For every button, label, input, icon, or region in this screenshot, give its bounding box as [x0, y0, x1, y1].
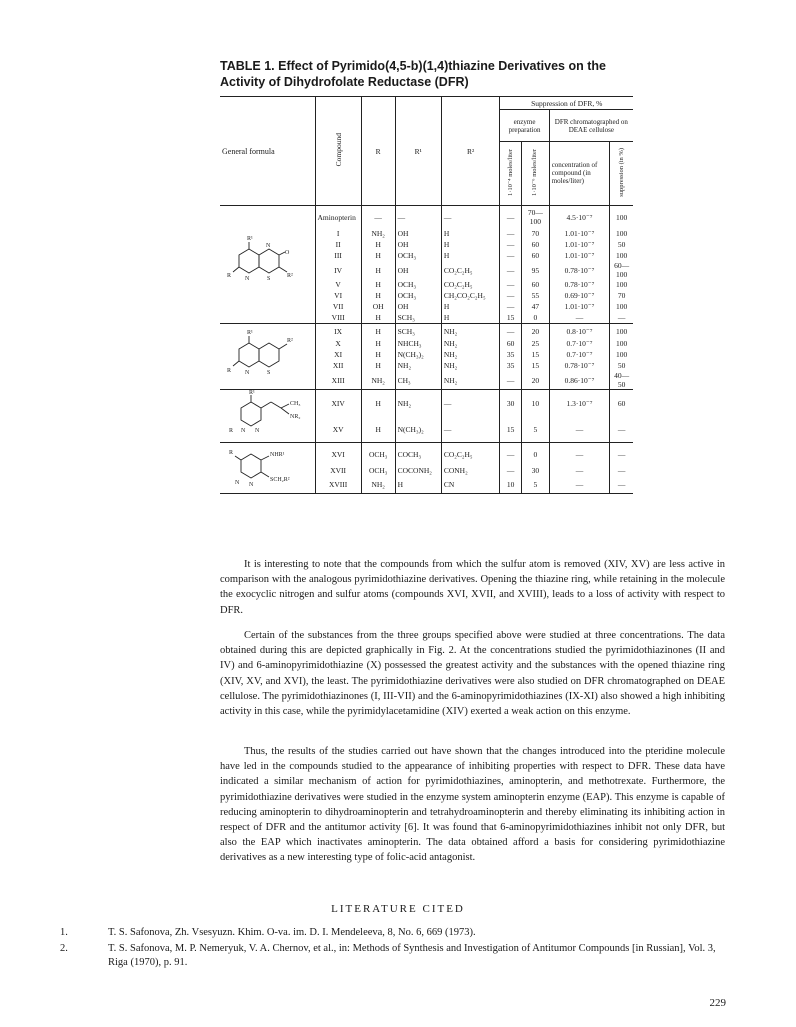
table-cell-e4: —: [500, 371, 522, 390]
table-cell-conc: 0.7·10⁻⁷: [549, 349, 610, 360]
table-cell-e6: 0: [521, 443, 549, 466]
svg-text:CH₃: CH₃: [290, 401, 301, 407]
table-cell-r2: NH₂: [441, 338, 500, 349]
table-cell-conc: 0.8·10⁻⁷: [549, 324, 610, 339]
svg-text:R²: R²: [287, 337, 294, 344]
table-cell-e6: 60: [521, 250, 549, 261]
paragraph-1: It is interesting to note that the compounds from which the sulfur atom is removed (XIV, XV) are less active in comparison with the analogous pyrimidothiazine derivatives. Opening the thiazine ring, while retaining in the molecule the exocyclic nitrogen and sulfur atoms (compounds XVI, XVII, and XVIII), leads to a loss of activity with respect to DFR.: [220, 559, 725, 616]
table-cell-conc: 1.01·10⁻⁷: [549, 228, 610, 239]
table-cell-supp: 100: [610, 228, 633, 239]
svg-text:NHR¹: NHR¹: [270, 452, 285, 458]
header-dfr-chrom: DFR chromatographed on DEAE cellulose: [549, 110, 633, 142]
table-cell-e6: 5: [521, 475, 549, 494]
table-cell-compound: VI: [315, 290, 361, 301]
svg-text:SCH₂R²: SCH₂R²: [270, 477, 290, 483]
table-cell-r: NH₂: [361, 371, 395, 390]
svg-text:N: N: [266, 242, 271, 249]
table-cell-conc: 0.78·10⁻⁷: [549, 261, 610, 279]
table-cell-r2: —: [441, 416, 500, 443]
table-cell-conc: 1.3·10⁻⁷: [549, 390, 610, 417]
table-cell-e4: —: [500, 250, 522, 261]
table-cell-r2: CONH₂: [441, 465, 500, 475]
table-cell-r2: —: [441, 390, 500, 417]
svg-text:R: R: [229, 450, 234, 456]
table-cell-r: H: [361, 279, 395, 290]
table-cell-compound: XII: [315, 360, 361, 371]
table-cell-e4: —: [500, 228, 522, 239]
table-cell-e4: 35: [500, 360, 522, 371]
table-cell-e6: 15: [521, 349, 549, 360]
literature-heading: LITERATURE CITED: [331, 903, 465, 915]
table-row: [220, 324, 633, 339]
table-cell-r: NH₂: [361, 228, 395, 239]
aminopyrimidothiazine-structure-icon: [220, 324, 315, 390]
table-cell-e4: —: [500, 301, 522, 312]
table-cell-compound: I: [315, 228, 361, 239]
table-cell-compound: XIV: [315, 390, 361, 417]
paragraph-2: Certain of the substances from the three groups specified above were studied at three concentrations. The data obtained during this are depicted graphically in Fig. 2. At the concentrations studied the pyrimidothiazinones (II and IV) and 6-aminopyrimidothiazine (X) possessed the greatest activity and the substances with the opened thiazine ring (XIV, XV, and XVI), the least. The pyrimidothiazine derivatives were also studied on DFR chromatographed on DEAE cellulose. The pyrimidothiazinones (I, III-VII) and the 6-aminopyrimidothiazines (IX-XI) also showed a high inhibiting activity in this case, while the pyrimidylacetamidine (XIV) exerted a weak action on this enzyme.: [220, 630, 725, 718]
table-cell-r2: CO₂C₂H₅: [441, 279, 500, 290]
table-cell-r: H: [361, 324, 395, 339]
table-cell-r: H: [361, 239, 395, 250]
table-cell-supp: 100: [610, 250, 633, 261]
table-cell-e6: 95: [521, 261, 549, 279]
svg-text:N: N: [235, 480, 240, 486]
table-cell-r: H: [361, 349, 395, 360]
table-cell-compound: IX: [315, 324, 361, 339]
table-cell-r1: OH: [395, 228, 441, 239]
table-cell-compound: II: [315, 239, 361, 250]
table-cell-conc: —: [549, 465, 610, 475]
svg-text:R¹: R¹: [249, 390, 256, 396]
table-cell-conc: 1.01·10⁻⁷: [549, 301, 610, 312]
table-cell-r1: COCONH₂: [395, 465, 441, 475]
table-cell-r2: H: [441, 228, 500, 239]
svg-text:R¹: R¹: [247, 235, 254, 242]
table-cell-conc: —: [549, 443, 610, 466]
svg-text:O: O: [285, 249, 290, 256]
table-cell-supp: 50: [610, 360, 633, 371]
table-cell-r1: NH₂: [395, 390, 441, 417]
table-cell-e4: 10: [500, 475, 522, 494]
table-cell-e6: 30: [521, 465, 549, 475]
table-cell-r2: H: [441, 250, 500, 261]
header-r1: R¹: [395, 97, 441, 206]
table-cell-r2: CH₂CO₂C₂H₅: [441, 290, 500, 301]
table-row: [220, 206, 633, 229]
header-conc-e4: 1·10⁻⁴ moles/liter: [500, 141, 522, 205]
svg-text:R: R: [227, 272, 232, 279]
table-cell-e6: 0: [521, 312, 549, 324]
table-cell-e6: 5: [521, 416, 549, 443]
table-cell-e4: —: [500, 324, 522, 339]
header-r: R: [361, 97, 395, 206]
table-cell-compound: V: [315, 279, 361, 290]
table-cell-supp: 50: [610, 239, 633, 250]
table-cell-compound: Aminopterin: [315, 206, 361, 229]
svg-text:S: S: [267, 369, 271, 376]
svg-text:N: N: [241, 428, 246, 434]
table-cell-conc: 0.86·10⁻⁷: [549, 371, 610, 390]
header-compound: Compound: [315, 97, 361, 206]
header-r2: R²: [441, 97, 500, 206]
table-cell-r2: H: [441, 312, 500, 324]
table-cell-conc: 0.7·10⁻⁷: [549, 338, 610, 349]
table-cell-compound: IV: [315, 261, 361, 279]
header-conc-compound: concentration of compound (in moles/liter): [549, 141, 610, 205]
table-cell-r: H: [361, 290, 395, 301]
table-cell-supp: 100: [610, 324, 633, 339]
table-cell-conc: 4.5·10⁻⁷: [549, 206, 610, 229]
table-cell-supp: —: [610, 465, 633, 475]
table-cell-r1: OH: [395, 261, 441, 279]
table-cell-e4: 60: [500, 338, 522, 349]
results-table: [220, 96, 633, 494]
table-cell-compound: X: [315, 338, 361, 349]
table-cell-r1: —: [395, 206, 441, 229]
table-cell-e4: —: [500, 290, 522, 301]
svg-text:R: R: [227, 367, 232, 374]
svg-text:N: N: [245, 275, 250, 282]
table-cell-r1: OH: [395, 301, 441, 312]
table-cell-compound: XI: [315, 349, 361, 360]
svg-text:R¹: R¹: [247, 329, 254, 336]
table-cell-e4: —: [500, 239, 522, 250]
table-cell-e4: —: [500, 443, 522, 466]
svg-text:N: N: [249, 482, 254, 488]
table-cell-e6: 60: [521, 279, 549, 290]
table-cell-r: —: [361, 206, 395, 229]
table-cell-conc: 0.69·10⁻⁷: [549, 290, 610, 301]
table-cell-supp: 100: [610, 279, 633, 290]
table-cell-r: OH: [361, 301, 395, 312]
table-cell-r: H: [361, 261, 395, 279]
reference-2: 2. T. S. Safonova, M. P. Nemeryuk, V. A. Chernov, et al., in: Methods of Synthesis and Investigation of Antitumor Compounds [in Russian], Vol. 3, Riga (1970), p. 91.: [60, 943, 716, 968]
table-cell-e6: 47: [521, 301, 549, 312]
table-cell-compound: XVII: [315, 465, 361, 475]
table-cell-compound: VII: [315, 301, 361, 312]
svg-text:N: N: [245, 369, 250, 376]
header-enzyme-prep: enzyme preparation: [500, 110, 549, 142]
svg-text:N: N: [255, 428, 260, 434]
table-cell-r: NH₂: [361, 475, 395, 494]
header-general-formula: General formula: [220, 97, 315, 206]
table-cell-r: H: [361, 312, 395, 324]
table-cell-e6: 70—100: [521, 206, 549, 229]
table-cell-r2: CO₂C₂H₅: [441, 261, 500, 279]
table-cell-r1: OCH₃: [395, 290, 441, 301]
table-cell-r2: H: [441, 239, 500, 250]
table-cell-supp: 100: [610, 338, 633, 349]
table-cell-r2: CO₂C₂H₅: [441, 443, 500, 466]
table-cell-e4: 15: [500, 416, 522, 443]
table-cell-compound: XVIII: [315, 475, 361, 494]
table-cell-r1: OCH₃: [395, 279, 441, 290]
table-cell-r1: OH: [395, 239, 441, 250]
table-cell-e4: 15: [500, 312, 522, 324]
table-cell-supp: —: [610, 416, 633, 443]
table-cell-r2: H: [441, 301, 500, 312]
table-cell-e6: 60: [521, 239, 549, 250]
table-cell-r: H: [361, 390, 395, 417]
table-cell-r1: N(CH₃)₂: [395, 416, 441, 443]
table-cell-r1: COCH₃: [395, 443, 441, 466]
svg-text:NR₂: NR₂: [290, 414, 301, 420]
table-cell-conc: 0.78·10⁻⁷: [549, 279, 610, 290]
svg-text:R²: R²: [287, 272, 294, 279]
table-cell-r2: NH₂: [441, 360, 500, 371]
header-conc-e6: 1·10⁻⁶ moles/liter: [521, 141, 549, 205]
table-cell-r: H: [361, 338, 395, 349]
open-ring-pyrimidine-structure-icon: [220, 443, 315, 494]
table-cell-supp: —: [610, 312, 633, 324]
table-cell-e4: —: [500, 261, 522, 279]
table-cell-conc: —: [549, 416, 610, 443]
table-cell-e4: 30: [500, 390, 522, 417]
table-cell-r1: NHCH₃: [395, 338, 441, 349]
table-cell-compound: XIII: [315, 371, 361, 390]
table-cell-r1: SCH₃: [395, 324, 441, 339]
table-cell-e6: 20: [521, 371, 549, 390]
table-cell-supp: 70: [610, 290, 633, 301]
table-cell-r: OCH₃: [361, 443, 395, 466]
table-cell-supp: —: [610, 443, 633, 466]
table-cell-supp: 60: [610, 390, 633, 417]
table-cell-supp: —: [610, 475, 633, 494]
table-cell-r2: CN: [441, 475, 500, 494]
table-cell-e4: —: [500, 279, 522, 290]
table-cell-conc: 1.01·10⁻⁷: [549, 239, 610, 250]
table-cell-e6: 20: [521, 324, 549, 339]
table-cell-r2: NH₂: [441, 324, 500, 339]
table-cell-e4: —: [500, 465, 522, 475]
table-cell-r1: H: [395, 475, 441, 494]
table-cell-supp: 100: [610, 206, 633, 229]
table-cell-supp: 60—100: [610, 261, 633, 279]
header-suppression-pct: suppression (in %): [610, 141, 633, 205]
table-row: [220, 390, 633, 417]
table-title: TABLE 1. Effect of Pyrimido(4,5-b)(1,4)thiazine Derivatives on the Activity of Dihydrofolate Reductase (DFR): [220, 59, 606, 89]
table-cell-supp: 100: [610, 301, 633, 312]
table-cell-supp: 100: [610, 349, 633, 360]
table-cell-conc: —: [549, 475, 610, 494]
table-cell-r1: NH₂: [395, 360, 441, 371]
table-cell-r1: CH₃: [395, 371, 441, 390]
table-cell-e6: 25: [521, 338, 549, 349]
table-cell-e6: 55: [521, 290, 549, 301]
table-cell-conc: 0.78·10⁻⁷: [549, 360, 610, 371]
pyrimidothiazinone-structure-icon: [220, 206, 315, 324]
page-number: 229: [709, 997, 726, 1009]
table-cell-r: H: [361, 250, 395, 261]
table-cell-compound: XV: [315, 416, 361, 443]
svg-text:R: R: [229, 428, 234, 434]
table-cell-r1: OCH₃: [395, 250, 441, 261]
table-cell-conc: —: [549, 312, 610, 324]
svg-text:S: S: [267, 275, 271, 282]
table-cell-r2: NH₂: [441, 349, 500, 360]
table-cell-conc: 1.01·10⁻⁷: [549, 250, 610, 261]
table-cell-e6: 70: [521, 228, 549, 239]
table-cell-r: H: [361, 416, 395, 443]
table-cell-e6: 10: [521, 390, 549, 417]
table-cell-supp: 40—50: [610, 371, 633, 390]
table-cell-compound: XVI: [315, 443, 361, 466]
table-row: [220, 443, 633, 466]
table-cell-r: H: [361, 360, 395, 371]
table-cell-r1: N(CH₃)₂: [395, 349, 441, 360]
table-cell-e6: 15: [521, 360, 549, 371]
table-cell-r: OCH₃: [361, 465, 395, 475]
table-cell-compound: VIII: [315, 312, 361, 324]
pyrimidylacetamidine-structure-icon: [220, 390, 315, 443]
table-cell-e4: 35: [500, 349, 522, 360]
table-cell-r1: SCH₃: [395, 312, 441, 324]
table-cell-r2: NH₂: [441, 371, 500, 390]
table-cell-e4: —: [500, 206, 522, 229]
table-cell-compound: III: [315, 250, 361, 261]
reference-1: 1. T. S. Safonova, Zh. Vsesyuzn. Khim. O-va. im. D. I. Mendeleeva, 8, No. 6, 669 (1973).: [60, 927, 476, 938]
paragraph-3: Thus, the results of the studies carried out have shown that the changes introduced into the pteridine molecule have led in the compounds studied to the appearance of inhibiting properties with respect to DFR. These data have indicated a similar mechanism of action for pyrimidothiazines, aminopterin, and methotrexate. Furthermore, the pyrimidothiazine derivatives were studied in the enzyme system aminopterin enzyme (EAP). This enzyme is capable of reducing aminopterin to dihydroaminopterin and tetrahydroaminopterin and thereby eliminating its inhibiting action in respect of DFR and the antitumor activity [6]. It was found that 6-aminopyrimidothiazines inhibit not only DFR, but also the EAP which inactivates aminopterin. The data obtained afford a basis for considering pyrimidothiazine derivatives as a new interesting type of folic-acid antagonist.: [220, 746, 725, 864]
header-suppression: Suppression of DFR, %: [500, 97, 633, 110]
table-cell-r2: —: [441, 206, 500, 229]
